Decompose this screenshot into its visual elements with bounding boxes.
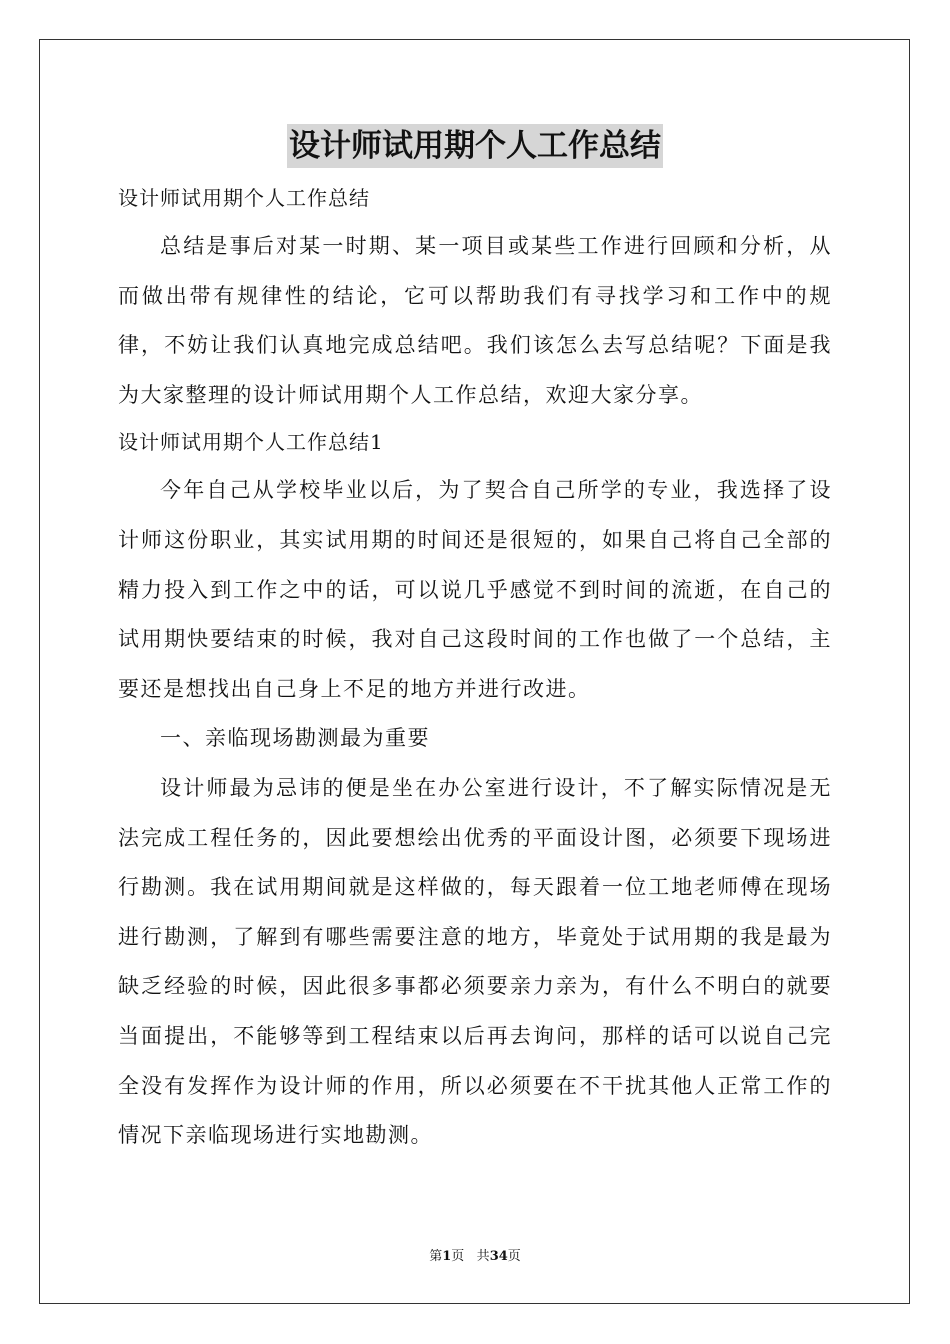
title-wrap (118, 124, 832, 174)
intro-paragraph: 总结是事后对某一时期、某一项目或某些工作进行回顾和分析，从而做出带有规律性的结论，它可以帮助我们有寻找学习和工作中的规律，不妨让我们认真地完成总结吧。我们该怎么去写总结呢？下面是我为大家整理的设计师试用期个人工作总结，欢迎大家分享。 (118, 234, 832, 407)
document-subtitle: 设计师试用期个人工作总结 (118, 186, 370, 210)
page-number: 1 (442, 1249, 452, 1264)
document-body (118, 124, 832, 1161)
total-suffix: 页 (507, 1249, 521, 1264)
page-prefix: 第 (429, 1249, 443, 1264)
section-title: 设计师试用期个人工作总结1 (118, 430, 384, 455)
total-prefix: 共 (476, 1249, 490, 1264)
page-suffix: 页 (451, 1249, 465, 1264)
document-title: 设计师试用期个人工作总结 (287, 124, 663, 168)
page-footer (0, 1248, 950, 1266)
body-paragraph: 今年自己从学校毕业以后，为了契合自己所学的专业，我选择了设计师这份职业，其实试用期的时间还是很短的，如果自己将自己全部的精力投入到工作之中的话，可以说几乎感觉不到时间的流逝，在自己的试用期快要结束的时候，我对自己这段时间的工作也做了一个总结，主要还是想找出自己身上不足的地方并进行改进。 (118, 478, 832, 701)
subheading: 一、亲临现场勘测最为重要 (160, 726, 430, 751)
total-pages: 34 (489, 1249, 508, 1264)
body-paragraph: 设计师最为忌讳的便是坐在办公室进行设计，不了解实际情况是无法完成工程任务的，因此要想绘出优秀的平面设计图，必须要下现场进行勘测。我在试用期间就是这样做的，每天跟着一位工地老师傅在现场进行勘测，了解到有哪些需要注意的地方，毕竟处于试用期的我是最为缺乏经验的时候，因此很多事都必须要亲力亲为，有什么不明白的就要当面提出，不能够等到工程结束以后再去询问，那样的话可以说自己完全没有发挥作为设计师的作用，所以必须要在不干扰其他人正常工作的情况下亲临现场进行实地勘测。 (118, 775, 832, 1148)
